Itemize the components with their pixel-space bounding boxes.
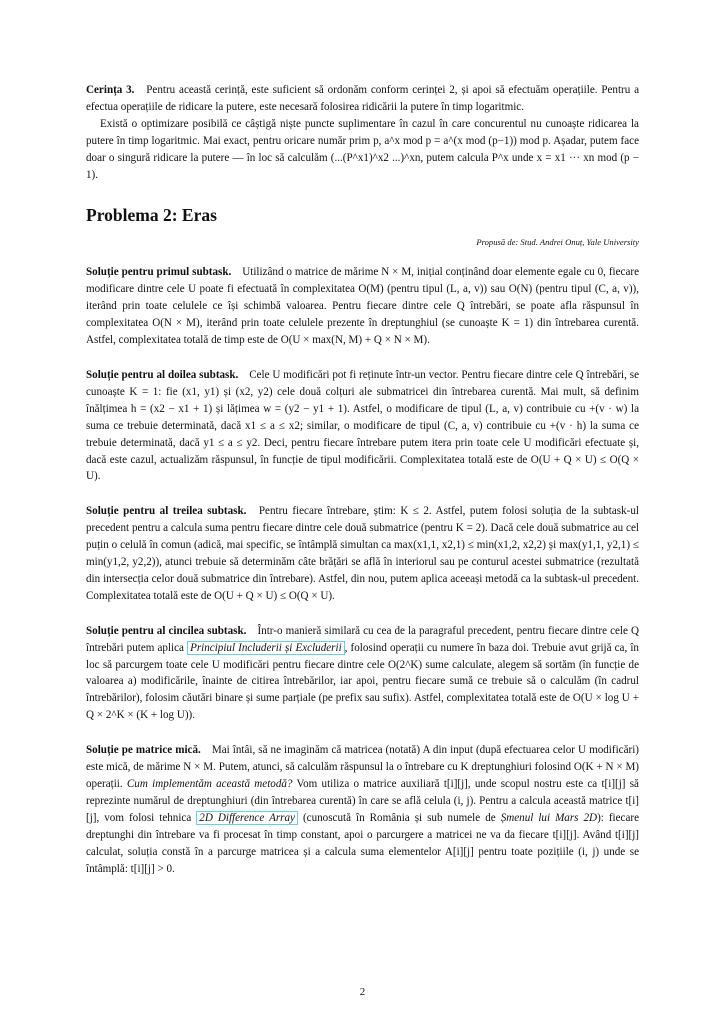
cerinta-3-label: Cerința 3. (86, 84, 135, 96)
solution-small-matrix-mars: Șmenul lui Mars 2D (500, 811, 598, 824)
cerinta-3-paragraph (86, 82, 639, 116)
difference-array-link[interactable]: 2D Difference Array (196, 811, 298, 825)
solution-subtask-2-text: Cele U modificări pot fi reținute într-un vector. Pentru fiecare dintre cele Q întrebări, se cunoaște K = 1: fie (x1, y1) și (x2, y2) cele două colțuri ale submatricei din întrebarea curentă. Mai mult, să definim înălțimea h = (x2 − x1 + 1) și lățimea w = (y2 − y1 + 1). Astfel, o modificare de tipul (L, a, v) contribuie cu +(v · w) la suma ce trebuie determinată, dacă x1 ≤ a ≤ x2; similar, o modificare de tipul (C, a, v) contribuie cu +(v · h) la suma ce trebuie determinată, dacă y1 ≤ a ≤ y2. Deci, pentru fiecare întrebare putem itera prin toate cele U modificări efectuate și, dacă este cazul, actualizăm răspunsul, în funcție de tipul modificării. Complexitatea totală este de O(U + Q × U) ≤ O(Q × U). (86, 368, 639, 483)
problem-affiliation: Propusă de: Stud. Andrei Onuț, Yale University (476, 237, 639, 248)
solution-subtask-3-label: Soluție pentru al treilea subtask. (86, 505, 247, 518)
solution-subtask-5-label: Soluție pentru al cincilea subtask. (86, 624, 247, 637)
solution-subtask-5-text-b: , folosind operații cu numere în baza doi. Trebuie avut grijă ca, în loc să parcurgem toate cele U modificări pentru fiecare dintre cele O(2^K) sume calculate, alegem să sortăm (în funcție de valoarea a) modificările, înainte de citirea întrebărilor, iar apoi, pentru fiecare sumă ce trebuie să o calculăm (în cadrul întrebărilor), folosim căutări binare și sume parțiale (pe prefix sau sufix). Astfel, complexitatea totală este de O(U × log U + Q × 2^K × (K + log U)). (86, 641, 639, 722)
solution-small-matrix-text-b: Vom utiliza o matrice auxiliară t[i][j], unde scopul nostru este ca t[i][j] să reprezinte numărul de dreptunghiuri (din întrebarea curentă) în care se află celula (i, j). Pentru a calcula această matrice t[i][j], vom folosi tehnica (86, 778, 639, 824)
solution-subtask-1-label: Soluție pentru primul subtask. (86, 266, 232, 279)
cerinta-3-text-2: Există o optimizare posibilă ce câștigă niște puncte suplimentare în cazul în care concurentul nu cunoaște ridicarea la putere în timp logaritmic. Mai exact, pentru oricare număr prim p, a^x mod p = a^(x mod (p−1)) mod p. Așadar, putem face doar o singură ridicare la putere — în loc să calculăm (...(P^x1)^x2 ...)^xn, putem calcula P^x unde x = x1 ··· xn mod (p − 1). (86, 117, 639, 181)
page-number: 2 (359, 986, 366, 998)
solution-subtask-2 (86, 367, 639, 485)
solution-small-matrix-text-a: Mai întâi, să ne imaginăm că matricea (notată) A din input (după efectuarea celor U modificări) este mică, de mărime N × M. Putem, atunci, să calculăm răspunsul la o întrebare cu K dreptunghiuri folosind O(K + N × M) operații. (86, 744, 639, 790)
solution-subtask-5-text-a: Într-o manieră similară cu cea de la paragraful precedent, pentru fiecare dintre cele Q întrebări putem aplica (86, 624, 640, 654)
solution-subtask-3-text: Pentru fiecare întrebare, știm: K ≤ 2. Astfel, putem folosi soluția de la subtask-ul precedent pentru a calcula suma pentru fiecare dintre cele două submatrice (pentru K = 2). Dacă cele două submatrice au cel puțin o celulă în comun (adică, mai specific, se întâmplă simultan ca max(x1,1, x2,1) ≤ min(x1,2, x2,2) și max(y1,1, y2,1) ≤ min(y1,2, y2,2)), atunci trebuie să determinăm câte brățări se află în interiorul sau pe conturul acestei submatrice (rezultată din intersecția celor două submatrice din întrebare). Astfel, din nou, putem aplica aceeași metodă ca la subtask-ul precedent. Complexitatea totală este de O(U + Q × U) ≤ O(Q × U). (86, 505, 639, 602)
solution-subtask-3 (86, 503, 639, 604)
solution-small-matrix-text-c: (cunoscută în România și sub numele de (302, 811, 496, 824)
solution-small-matrix (86, 742, 639, 877)
solution-subtask-5 (86, 623, 639, 724)
problem-title: Problema 2: Eras (86, 205, 217, 226)
solution-small-matrix-question: Cum implementăm această metodă? (126, 778, 293, 790)
cerinta-3-paragraph-2 (86, 116, 639, 184)
cerinta-3-text-1: Pentru această cerință, este suficient să ordonăm conform cerinței 2, și apoi să efectuăm operațiile. Pentru a efectua operațiile de ridicare la putere, este necesară folosirea ridicării la putere în timp logaritmic. (86, 84, 639, 113)
page-content (86, 82, 639, 877)
solution-subtask-2-label: Soluție pentru al doilea subtask. (86, 368, 239, 381)
solution-small-matrix-text-d: ): fiecare dreptunghi din întrebare va fi procesat în timp constant, apoi o parcurgere a matricei ne va da fiecare t[i][j]. Având t[i][j] calculat, soluția constă în a parcurge matricea și a calcula suma elementelor A[i][j] pentru toate pozițiile (i, j) unde se întâmplă: t[i][j] > 0. (86, 811, 640, 875)
solution-small-matrix-label: Soluție pe matrice mică. (86, 744, 201, 757)
solution-subtask-1-text: Utilizând o matrice de mărime N × M, inițial conținând doar elemente egale cu 0, fiecare modificare dintre cele U poate fi efectuată în complexitatea O(M) (pentru tipul (L, a, v)) sau O(N) (pentru tipul (C, a, v)), iterând prin toate celulele ce își schimbă valoarea. Pentru fiecare dintre cele Q întrebări, se poate afla răspunsul în complexitatea O(N × M), iterând prin toate celulele prezente în dreptunghiul (se cunoaște K = 1) din întrebarea curentă. Astfel, complexitatea totală de timp este de O(U × max(N, M) + Q × N × M). (86, 266, 639, 347)
inclusion-exclusion-link[interactable]: Principiul Includerii și Excluderii (187, 641, 345, 655)
solution-subtask-1 (86, 264, 639, 349)
